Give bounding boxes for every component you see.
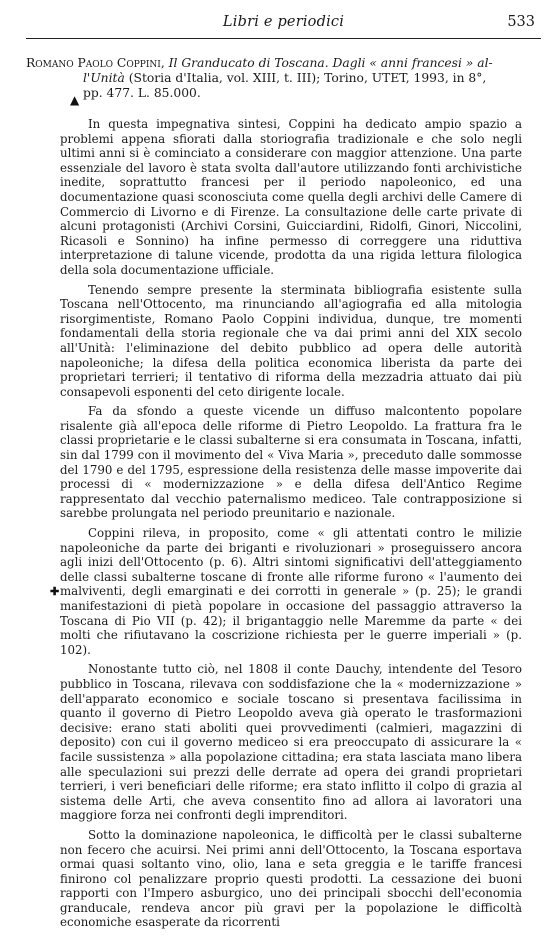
reference-title-end: l'Unità: [83, 71, 125, 85]
paragraph: Fa da sfondo a queste vicende un diffuso malcontento popolare risalente già all'epoca delle riforme di Pietro Leopoldo. La frattura fra le classi proprietarie e le classi subalterne si era consumata in Toscana, infatti, sin dal 1799 con il movimento del « Viva Maria », preceduto dalle sommosse del 1790 e del 1795, espressione della resistenza delle masse impoverite dai processi di « modernizzazione » e della difesa dell'Antico Regime rappresentato dal vecchio paternalismo mediceo. Tale contrapposizione si sarebbe prolungata nel periodo preunitario e nazionale.: [60, 404, 522, 521]
review-text: [60, 117, 522, 935]
reference-publication: (Storia d'Italia, vol. XIII, t. III); Torino, UTET, 1993, in 8°,: [124, 71, 487, 85]
bibliographic-reference: [26, 56, 538, 101]
margin-mark-icon: ✚: [50, 585, 60, 598]
paragraph: Nonostante tutto ciò, nel 1808 il conte Dauchy, intendente del Tesoro pubblico in Toscana, rilevava con soddisfazione che la « modernizzazione » dell'apparato economico e sociale toscano si presentava facilissima in quanto il governo di Pietro Leopoldo aveva già operato le trasformazioni decisive: erano stati aboliti quei provvedimenti (calmieri, magazzini di deposito) con cui il governo mediceo si era preoccupato di assicurare la « facile sussistenza » alla popolazione cittadina; era stata lasciata mano libera alle speculazioni sui prezzi delle derrate ad opera dei grandi proprietari terrieri, i veri beneficiari delle riforme; era stato inflitto il colpo di grazia al sistema delle Arti, che aveva consentito fino ad allora ai lavoratori una maggiore forza nei confronti degli imprenditori.: [60, 662, 522, 823]
running-header: [26, 14, 541, 39]
paragraph: Coppini rileva, in proposito, come « gli attentati contro le milizie napoleoniche da parte dei briganti e rivoluzionari » proseguissero ancora agli inizi dell'Ottocento (p. 6). Altri sintomi significativi dell'atteggiamento delle classi subalterne toscane di fronte alle riforme furono « l'aumento dei malviventi, degli emarginati e dei corrotti in generale » (p. 25); le grandi manifestazioni di pietà popolare in occasione del passaggio attraverso la Toscana di Pio VII (p. 42); il brigantaggio nelle Maremme da parte « dei molti che rifiutavano la coscrizione richiesta per le guerre imperiali » (p. 102).: [60, 526, 522, 657]
paragraph: Sotto la dominazione napoleonica, le difficoltà per le classi subalterne non fecero che acuirsi. Nei primi anni dell'Ottocento, la Toscana esportava ormai quasi soltanto vino, olio, lana e seta greggia e le tariffe francesi finirono col penalizzare proprio questi prodotti. La cessazione dei buoni rapporti con l'Impero asburgico, uno dei principali sbocchi dell'economia granducale, rendeva ancor più gravi per la popolazione le difficoltà economiche esasperate da ricorrenti: [60, 827, 522, 930]
reference-pages: pp. 477. L. 85.000.: [83, 86, 201, 100]
running-title: Libri e periodici: [222, 14, 345, 30]
reference-author: Romano Paolo Coppini,: [26, 56, 165, 70]
reference-title: Il Granducato di Toscana. Dagli « anni francesi » al-: [168, 56, 493, 70]
ink-mark-icon: ▲: [70, 93, 80, 107]
page-number: 533: [507, 14, 535, 30]
paragraph: In questa impegnativa sintesi, Coppini ha dedicato ampio spazio a problemi appena sfiorati dalla storiografia tradizionale e che solo negli ultimi anni si è cominciato a considerare con maggior attenzione. Una parte essenziale del lavoro è stata svolta dall'autore utilizzando fonti archivistiche inedite, soprattutto francesi per il periodo napoleonico, ed una documentazione quasi sconosciuta come quella degli archivi delle Camere di Commercio di Livorno e di Firenze. La consultazione delle carte private di alcuni protagonisti (Archivi Corsini, Guicciardini, Ridolfi, Ginori, Niccolini, Ricasoli e Sonnino) ha infine permesso di correggere una riduttiva interpretazione di talune vicende, prodotta da una rigida lettura filologica della sola documentazione ufficiale.: [60, 117, 522, 277]
paragraph: Tenendo sempre presente la sterminata bibliografia esistente sulla Toscana nell'Ottocento, ma rinunciando all'agiografia ed alla mitologia risorgimentiste, Romano Paolo Coppini individua, dunque, tre momenti fondamentali della storia regionale che va dai primi anni del XIX secolo all'Unità: l'eliminazione del debito pubblico ad opera delle autorità napoleoniche; la difesa della politica economica liberista da parte dei proprietari terrieri; il tentativo di riforma della mezzadria attuato dai più consapevoli esponenti del ceto dirigente locale.: [60, 282, 522, 399]
